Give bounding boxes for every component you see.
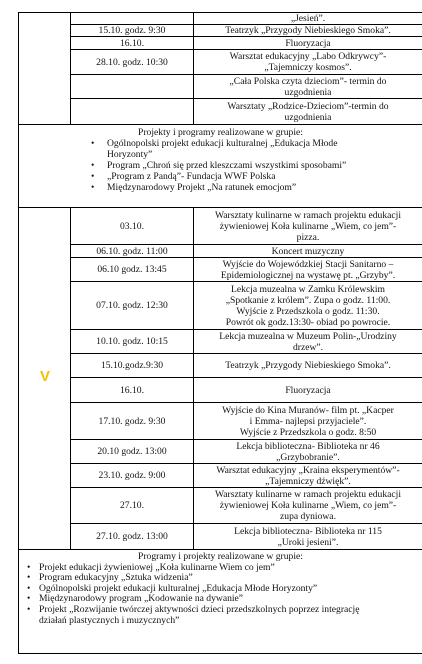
row-description: [194, 258, 422, 281]
schedule-row: [71, 13, 422, 25]
description-line: „Spotkanie z królem”. Zupa o godz. 11:00.: [225, 294, 391, 306]
project-line: działań plastycznych i muzycznych”: [39, 614, 180, 626]
description-line: żywieniowej Koła kulinarne „Wiem, co jem”-: [219, 220, 397, 232]
row-description: [194, 37, 422, 49]
description-line: drzew”.: [292, 341, 324, 353]
description-line: uzgodnienia: [284, 86, 332, 98]
description-line: Fluoryzacja: [285, 37, 331, 49]
schedule-row: [71, 378, 422, 403]
row-description-lines: [222, 405, 394, 438]
row-description: [194, 524, 422, 549]
row-date-text: 23.10. godz. 9:00: [98, 470, 166, 481]
description-line: Teatrzyk „Przygody Niebieskiego Smoka”.: [225, 25, 391, 36]
description-line: Epidemiologicznej na wystawę pt. „Grzyby”.: [220, 269, 396, 281]
row-date: [71, 354, 194, 377]
bullet-icon: •: [27, 561, 31, 573]
schedule-row: [71, 99, 422, 125]
row-description-lines: [227, 101, 388, 123]
projects-list: [23, 563, 418, 627]
description-line: Lekcja biblioteczna- Biblioteka nr 46: [236, 440, 380, 452]
row-description: [194, 488, 422, 523]
row-description: [194, 208, 422, 244]
description-line: Warsztaty „Rodzice-Dzieciom”-termin do: [227, 100, 389, 112]
row-description: [194, 403, 422, 439]
description-line: Wyjście z Przedszkola o godz. 8:50: [239, 426, 377, 438]
schedule-row: [71, 245, 422, 258]
row-date-text: 17.10. godz. 9:30: [98, 415, 166, 427]
schedule-row: [71, 354, 422, 378]
bullet-icon: •: [27, 582, 31, 594]
row-date-text: 27.10. godz. 13:00: [96, 531, 168, 542]
description-line: i Emma- najlepsi przyjaciele”.: [249, 415, 367, 427]
description-line: Warsztaty kulinarne w ramach projektu edukacji: [215, 489, 401, 500]
schedule-row: [71, 258, 422, 282]
row-date-text: 07.10. godz. 12:30: [96, 300, 168, 311]
row-date-text: 16.10.: [120, 384, 144, 396]
row-description-lines: [272, 246, 345, 257]
description-line: Lekcja muzealna w Muzeum Polin-„Urodziny: [219, 330, 397, 342]
row-description-lines: [221, 259, 395, 281]
row-date-text: 03.10.: [120, 220, 144, 232]
description-line: „Uroki jesieni”.: [277, 536, 339, 548]
row-date-text: 16.10.: [120, 37, 144, 49]
description-line: „Jesień”.: [290, 13, 326, 24]
schedule-row: [71, 524, 422, 550]
row-description: [194, 99, 422, 124]
projects-title: Programy i projekty realizowane w grupie:: [138, 551, 303, 562]
group-mark: V: [39, 368, 50, 385]
row-description-lines: [215, 489, 401, 522]
row-date-text: 15.10.godz.9:30: [100, 360, 164, 371]
row-date: [71, 25, 194, 36]
row-date: [71, 488, 194, 523]
project-line: Ogólnopolski projekt edukacji kulturalnej „Edukacja Młode Horyzonty”: [39, 582, 318, 594]
description-line: zupa dyniowa.: [280, 511, 336, 522]
row-date-text: 28.10. godz. 10:30: [96, 56, 168, 68]
row-description-lines: [225, 25, 391, 36]
bullet-icon: •: [91, 138, 95, 149]
schedule-row: [71, 440, 422, 464]
description-line: pizza.: [296, 231, 320, 243]
row-description-lines: [216, 465, 399, 487]
schedule-row: [71, 330, 422, 354]
description-line: Wyjście z Przedszkola o godz. 11:30.: [236, 305, 380, 317]
schedule-table: [18, 12, 422, 654]
description-line: Lekcja biblioteczna- Biblioteka nr 115: [234, 525, 382, 537]
row-date-text: 10.10. godz. 10:15: [96, 336, 168, 347]
description-line: „Cała Polska czyta dzieciom”- termin do: [229, 75, 387, 87]
row-description-lines: [234, 526, 382, 548]
bullet-icon: •: [27, 572, 31, 584]
project-line: Międzynarodowy Projekt „Na ratunek emocjom”: [107, 182, 297, 193]
bullet-icon: •: [27, 603, 31, 615]
row-date: [71, 403, 194, 439]
description-line: Powrót ok godz.13:30- obiad po powrocie.: [225, 316, 391, 328]
row-date-text: 15.10. godz. 9:30: [98, 25, 166, 36]
bullet-icon: •: [91, 160, 95, 171]
project-line: Międzynarodowy program „Kodowanie na dywanie”: [39, 593, 244, 605]
row-date: [71, 258, 194, 281]
project-line: Horyzonty”: [107, 149, 153, 160]
description-line: „Tajemniczy kosmos”.: [264, 62, 352, 73]
row-description-lines: [285, 385, 330, 396]
description-line: uzgodnienia: [284, 111, 332, 123]
row-date: [71, 208, 194, 244]
project-item: [23, 171, 418, 182]
description-line: Koncert muzyczny: [271, 245, 345, 257]
schedule-row: [71, 37, 422, 50]
row-date: [71, 330, 194, 353]
row-description-lines: [285, 38, 330, 49]
project-line: Ogólnopolski projekt edukacji kulturalnej „Edukacja Młode: [107, 138, 338, 149]
row-description: [194, 282, 422, 329]
row-date: [71, 282, 194, 329]
row-date: [71, 378, 194, 402]
row-description-lines: [226, 284, 391, 328]
description-line: Fluoryzacja: [285, 384, 331, 396]
description-line: żywieniowej Koła kulinarne „Wiem, co jem”-: [219, 500, 397, 511]
row-description: [194, 378, 422, 402]
project-item: [23, 182, 418, 193]
description-line: Warsztaty kulinarne w ramach projektu edukacji: [215, 209, 401, 221]
row-description-lines: [219, 331, 396, 353]
projects-title: Projekty i programy realizowane w grupie:: [138, 127, 303, 138]
row-date-text: 20.10 godz. 13:00: [97, 446, 167, 457]
schedule-row: [71, 464, 422, 488]
row-date: [71, 99, 194, 124]
schedule-row: [71, 75, 422, 99]
row-date: [71, 245, 194, 257]
row-date-text: 27.10.: [120, 500, 144, 511]
row-date: [71, 524, 194, 549]
projects-list: [23, 138, 418, 193]
description-line: „Grzybobranie”.: [276, 451, 340, 463]
description-line: Lekcja muzealna w Zamku Królewskim: [231, 283, 385, 295]
schedule-row: [71, 488, 422, 524]
bullet-icon: •: [27, 593, 31, 605]
project-item: [23, 160, 418, 171]
project-line: Program edukacyjny „Sztuka widzenia”: [39, 572, 193, 584]
section1-group-cell: [19, 13, 71, 125]
row-description-lines: [230, 76, 387, 98]
project-line: Program „Chroń się przed kleszczami wszystkimi sposobami”: [107, 160, 347, 171]
description-line: „Tajemniczy dźwięk”.: [265, 475, 351, 487]
row-description-lines: [291, 13, 325, 24]
row-description-lines: [225, 360, 391, 371]
row-date: [71, 440, 194, 463]
row-description: [194, 464, 422, 487]
row-description: [194, 245, 422, 257]
row-date: [71, 464, 194, 487]
description-line: Warsztat edukacyjny „Kraina eksperymentów”-: [216, 464, 400, 476]
project-line: Projekt „Rozwijanie twórczej aktywności dzieci przedszkolnych poprzez integrację: [39, 603, 360, 615]
row-description: [194, 13, 422, 24]
schedule-row: [71, 25, 422, 37]
row-description-lines: [236, 441, 379, 463]
schedule-row: [71, 50, 422, 75]
row-date: [71, 50, 194, 74]
row-date: [71, 13, 194, 24]
bullet-icon: •: [91, 182, 95, 193]
description-line: Warsztat edukacyjny „Labo Odkrywcy”-: [229, 51, 387, 62]
schedule-row: [71, 282, 422, 330]
row-description: [194, 50, 422, 74]
row-description: [194, 440, 422, 463]
project-line: „Program z Pandą”- Fundacja WWF Polska: [107, 171, 276, 182]
project-item: [23, 138, 418, 160]
schedule-row: [71, 208, 422, 245]
row-date: [71, 75, 194, 98]
row-date: [71, 37, 194, 49]
row-description-lines: [230, 51, 387, 73]
row-date-text: 06.10 godz. 13:45: [97, 264, 167, 275]
section1-projects-box: [19, 125, 422, 208]
description-line: Wyjście do Kina Muranów- film pt. „Kacper: [222, 404, 394, 416]
schedule-row: [71, 403, 422, 440]
row-description-lines: [215, 210, 401, 243]
bullet-icon: •: [91, 171, 95, 182]
row-description: [194, 25, 422, 36]
row-date-text: 06.10. godz. 11:00: [96, 245, 168, 257]
description-line: Teatrzyk „Przygody Niebieskiego Smoka”.: [225, 360, 391, 371]
section2-projects-box: [19, 550, 422, 653]
row-description: [194, 75, 422, 98]
project-item: [23, 605, 418, 626]
row-description: [194, 354, 422, 377]
row-description: [194, 330, 422, 353]
project-line: Projekt edukacji żywieniowej „Koła kulinarne Wiem co jem”: [39, 561, 275, 573]
description-line: Wyjście do Wojewódzkiej Stacji Sanitarno –: [222, 258, 394, 270]
